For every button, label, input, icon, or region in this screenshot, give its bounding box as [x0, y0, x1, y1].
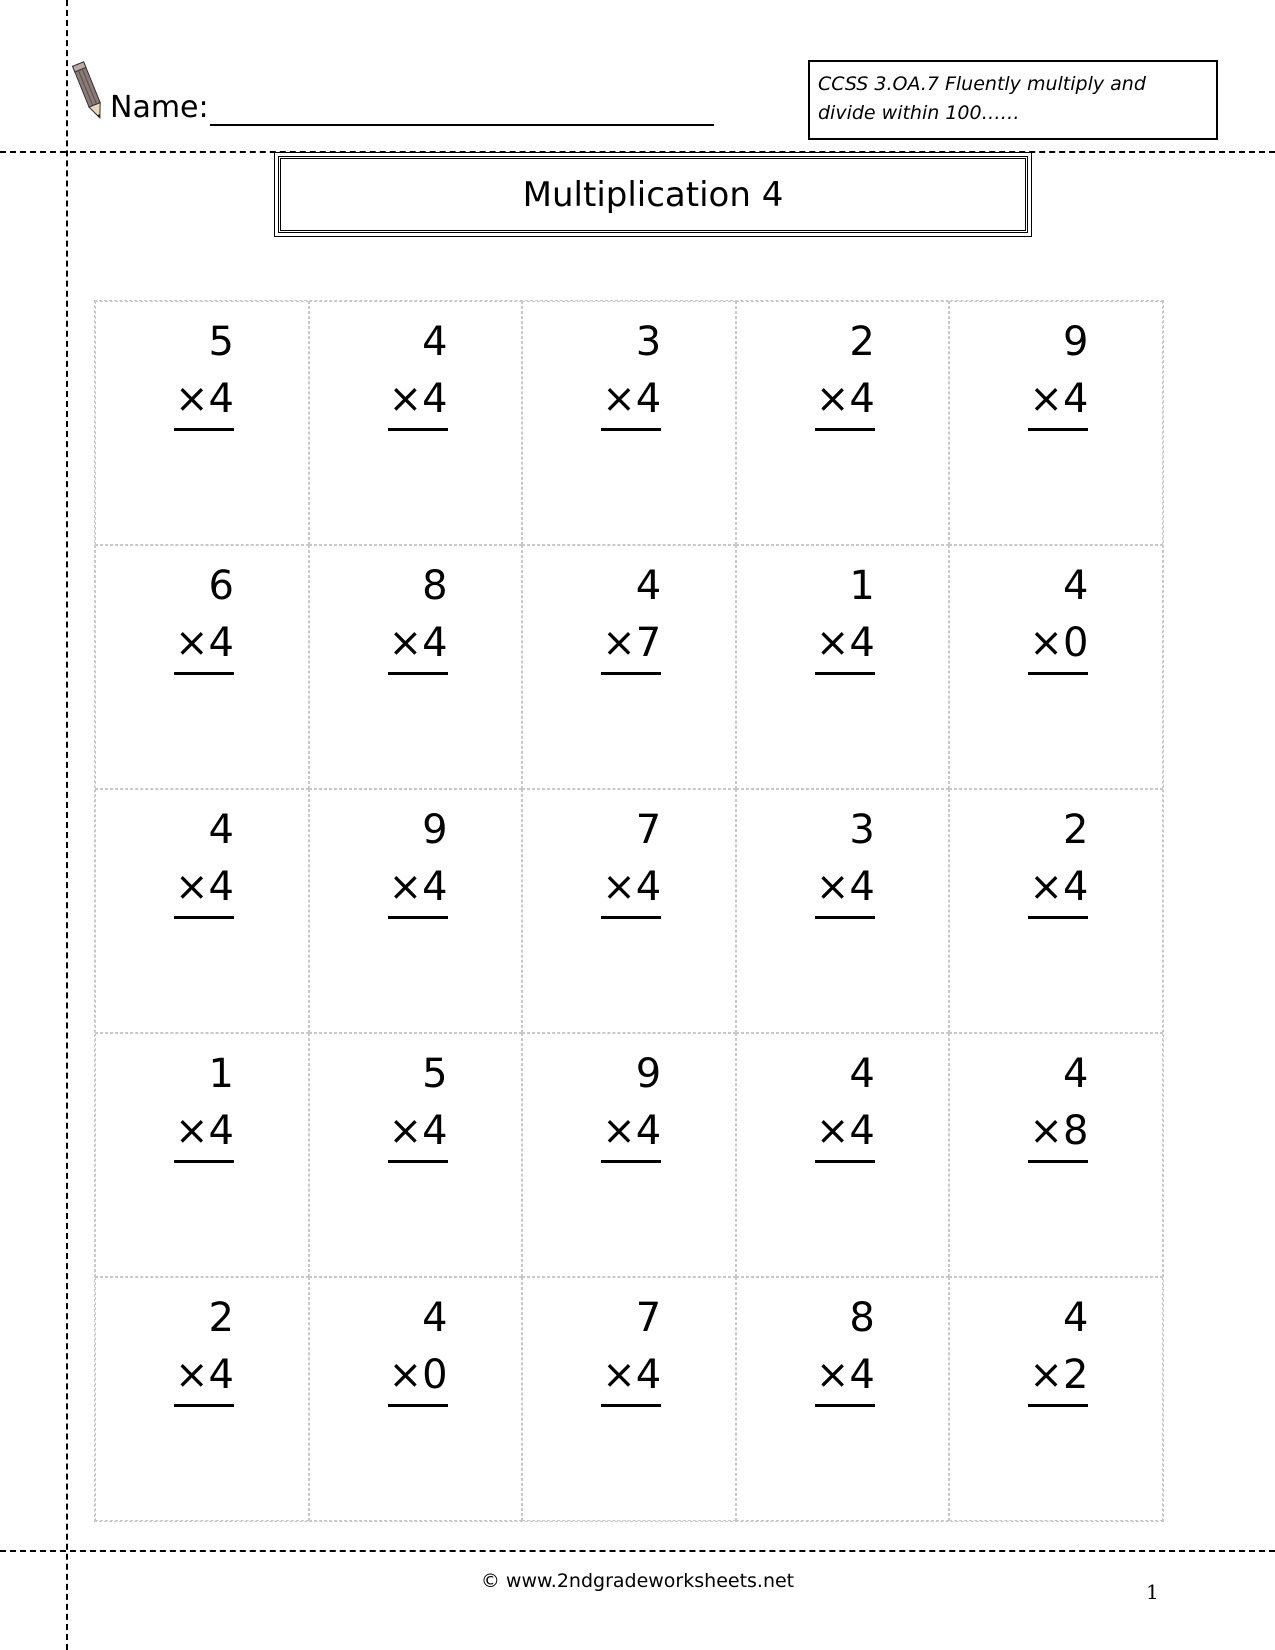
problem-cell[interactable]: [736, 545, 950, 789]
problem: [1028, 800, 1088, 919]
problem-cell[interactable]: [949, 1277, 1163, 1521]
problem-cell[interactable]: [309, 1277, 523, 1521]
pencil-icon: [72, 58, 106, 124]
problem: [815, 800, 875, 919]
multiplicand: 5: [208, 319, 234, 365]
multiplicand: 7: [635, 1295, 662, 1341]
multiplicand: 8: [849, 1295, 875, 1341]
multiplier: ×4: [601, 860, 661, 919]
problem: [1028, 1288, 1088, 1407]
multiplier: ×4: [388, 616, 448, 675]
multiplicand: 5: [422, 1051, 448, 1097]
multiplier: ×4: [815, 860, 875, 919]
multiplicand: 9: [1062, 319, 1089, 365]
problem-cell[interactable]: [95, 545, 309, 789]
problem: [388, 556, 448, 675]
problem-cell[interactable]: [736, 789, 950, 1033]
multiplicand: 4: [635, 563, 662, 609]
problem-cell[interactable]: [309, 545, 523, 789]
problem-cell[interactable]: [949, 545, 1163, 789]
multiplicand: 3: [635, 319, 662, 365]
multiplicand: 4: [208, 807, 234, 853]
problem-cell[interactable]: [95, 789, 309, 1033]
problem: [388, 1044, 448, 1163]
problem: [174, 312, 234, 431]
problem-cell[interactable]: [736, 301, 950, 545]
multiplicand: 2: [208, 1295, 234, 1341]
problem-cell[interactable]: [949, 301, 1163, 545]
multiplier: ×4: [174, 616, 234, 675]
multiplier: ×4: [174, 1348, 234, 1407]
problem: [174, 556, 234, 675]
multiplier: ×4: [174, 1104, 234, 1163]
problem-cell[interactable]: [309, 1033, 523, 1277]
multiplier: ×4: [1028, 372, 1088, 431]
multiplier: ×2: [1028, 1348, 1088, 1407]
multiplicand: 4: [1062, 1051, 1089, 1097]
problem: [174, 1288, 234, 1407]
multiplicand: 4: [422, 1295, 448, 1341]
multiplier: ×4: [601, 372, 661, 431]
problem-cell[interactable]: [522, 789, 736, 1033]
multiplier: ×4: [388, 1104, 448, 1163]
bottom-cut-line: [0, 1550, 1275, 1552]
worksheet-title: [278, 156, 1028, 233]
problem: [601, 1044, 661, 1163]
multiplier: ×0: [1028, 616, 1088, 675]
problem: [601, 556, 661, 675]
multiplier: ×4: [815, 1104, 875, 1163]
multiplicand: 9: [422, 807, 448, 853]
problem-cell[interactable]: [949, 789, 1163, 1033]
multiplier: ×4: [388, 860, 448, 919]
problem-cell[interactable]: [522, 1277, 736, 1521]
problem-cell[interactable]: [736, 1033, 950, 1277]
problem-grid: [94, 300, 1164, 1522]
multiplier: ×0: [388, 1348, 448, 1407]
multiplicand: 1: [849, 563, 875, 609]
multiplier: ×7: [601, 616, 661, 675]
problem: [815, 312, 875, 431]
problem: [1028, 1044, 1088, 1163]
multiplier: ×4: [174, 372, 234, 431]
problem: [601, 1288, 661, 1407]
multiplicand: 9: [635, 1051, 662, 1097]
problem-cell[interactable]: [309, 301, 523, 545]
multiplier: ×4: [601, 1348, 661, 1407]
multiplicand: 6: [208, 563, 234, 609]
worksheet-title-text: Multiplication 4: [522, 174, 784, 215]
problem-cell[interactable]: [95, 1033, 309, 1277]
multiplicand: 4: [1062, 563, 1089, 609]
page-number: 1: [1146, 1580, 1159, 1604]
problem: [388, 312, 448, 431]
problem-cell[interactable]: [522, 301, 736, 545]
multiplicand: 2: [1062, 807, 1089, 853]
problem: [601, 800, 661, 919]
problem: [174, 800, 234, 919]
multiplicand: 3: [849, 807, 875, 853]
problem: [388, 1288, 448, 1407]
multiplier: ×4: [815, 616, 875, 675]
problem-cell[interactable]: [949, 1033, 1163, 1277]
multiplier: ×4: [174, 860, 234, 919]
problem: [815, 1288, 875, 1407]
problem-cell[interactable]: [95, 301, 309, 545]
problem-cell[interactable]: [736, 1277, 950, 1521]
standard-box: CCSS 3.OA.7 Fluently multiply and divide within 100……: [808, 60, 1218, 140]
multiplier: ×4: [1028, 860, 1088, 919]
problem: [1028, 312, 1088, 431]
name-entry-line[interactable]: [210, 124, 714, 126]
multiplicand: 4: [849, 1051, 875, 1097]
problem: [601, 312, 661, 431]
top-cut-line: [0, 151, 1275, 153]
multiplier: ×4: [601, 1104, 661, 1163]
multiplier: ×4: [815, 372, 875, 431]
multiplicand: 8: [422, 563, 448, 609]
problem-cell[interactable]: [309, 789, 523, 1033]
multiplicand: 2: [849, 319, 875, 365]
problem-cell[interactable]: [95, 1277, 309, 1521]
problem: [388, 800, 448, 919]
multiplier: ×4: [815, 1348, 875, 1407]
footer-copyright: © www.2ndgradeworksheets.net: [480, 1570, 795, 1592]
multiplier: ×8: [1028, 1104, 1088, 1163]
problem: [174, 1044, 234, 1163]
problem: [1028, 556, 1088, 675]
multiplicand: 4: [422, 319, 448, 365]
problem-cell[interactable]: [522, 1033, 736, 1277]
problem-cell[interactable]: [522, 545, 736, 789]
vertical-cut-line: [66, 0, 68, 1650]
multiplicand: 1: [208, 1051, 234, 1097]
problem: [815, 556, 875, 675]
multiplicand: 4: [1062, 1295, 1089, 1341]
name-label: Name:: [110, 90, 209, 125]
multiplicand: 7: [635, 807, 662, 853]
problem: [815, 1044, 875, 1163]
multiplier: ×4: [388, 372, 448, 431]
